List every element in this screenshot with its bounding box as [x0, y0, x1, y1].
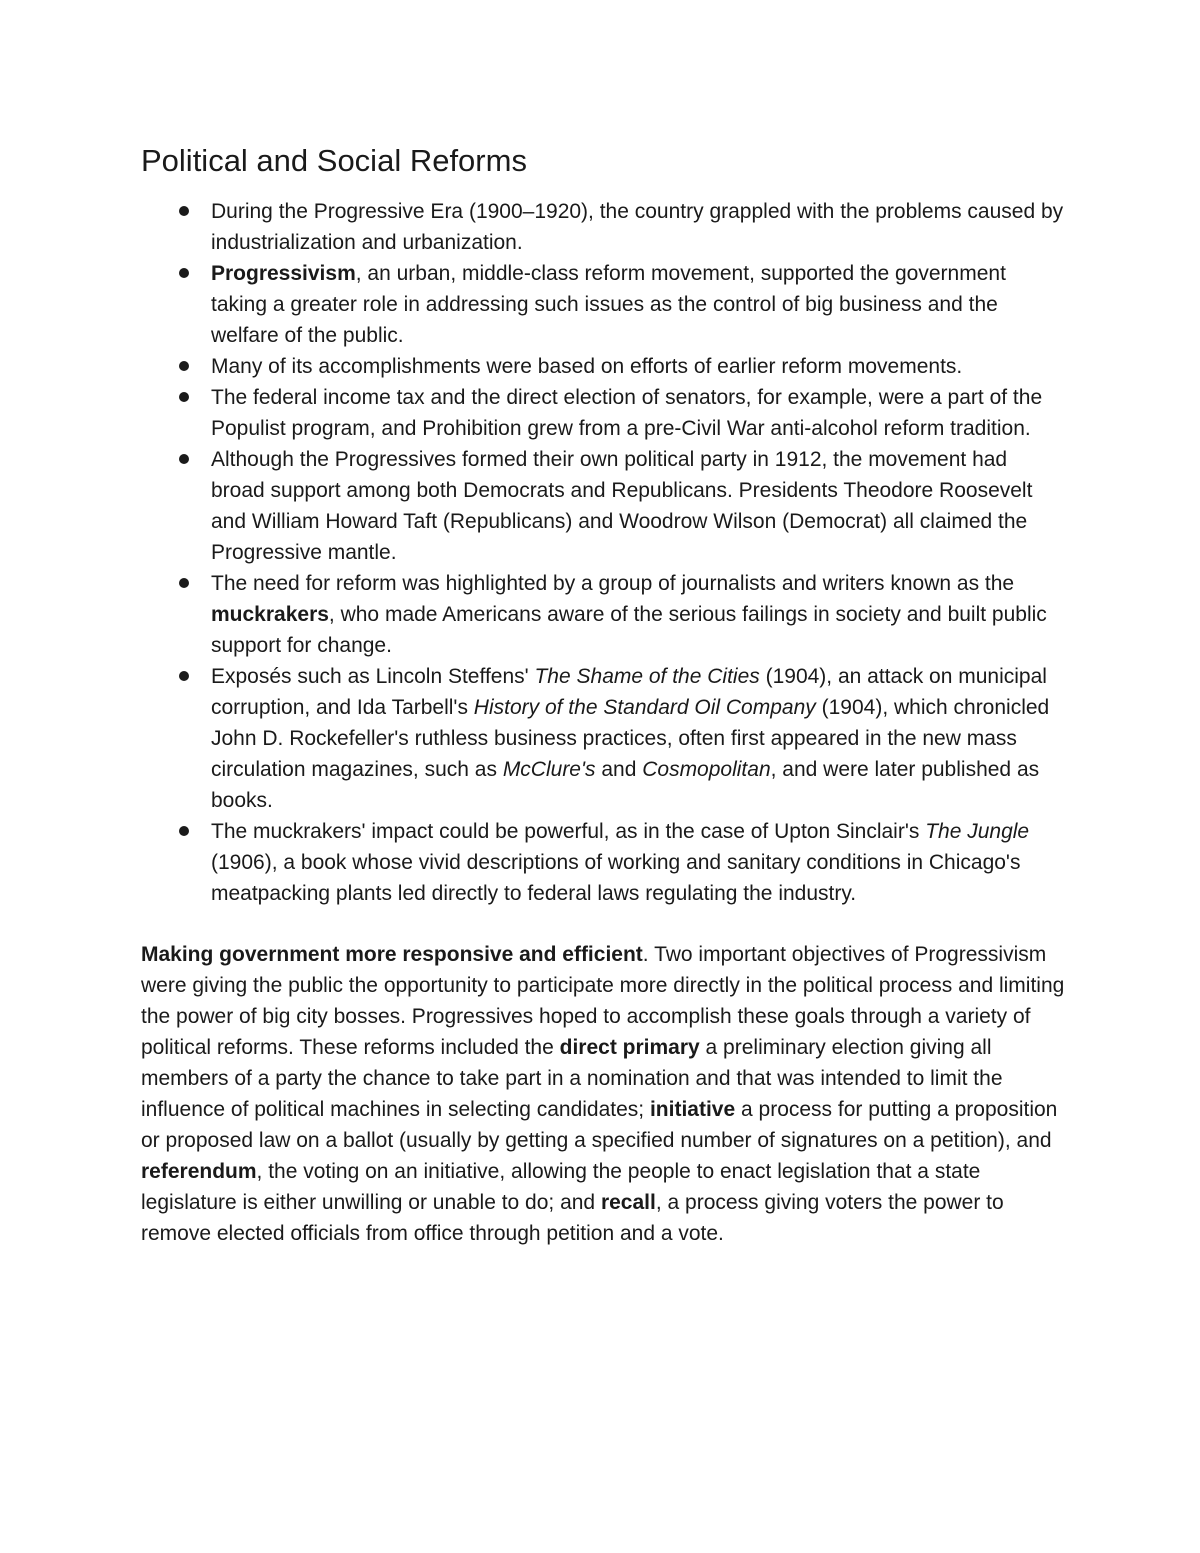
text-run: , and were later published as books.: [211, 758, 1040, 812]
italic-title: History of the Standard Oil Company: [473, 696, 816, 719]
bullet-item: [141, 816, 1066, 909]
bold-term: referendum: [141, 1160, 257, 1183]
text-run: Many of its accomplishments were based on efforts of earlier reform movements.: [211, 355, 963, 378]
text-run: During the Progressive Era (1900–1920), the country grappled with the problems caused by industrialization and urbanization.: [211, 200, 1064, 254]
bold-term: muckrakers: [211, 603, 329, 626]
text-run: , a process giving voters the power to remove elected officials from office through petition and a vote.: [141, 1191, 1004, 1245]
bullet-item: [141, 351, 1066, 382]
text-run: Although the Progressives formed their own political party in 1912, the movement had broad support among both Democrats and Republicans. Presidents Theodore Roosevelt and William Howard Taft (Republicans) and Woodrow Wilson (Democrat) all claimed the Progressive mantle.: [211, 448, 1033, 564]
bold-term: recall: [600, 1191, 656, 1214]
bullet-dot-icon: [179, 578, 189, 588]
text-run: The federal income tax and the direct election of senators, for example, were a part of the Populist program, and Prohibition grew from a pre-Civil War anti-alcohol reform tradition.: [211, 386, 1043, 440]
bold-term: initiative: [649, 1098, 736, 1121]
bullet-item: [141, 196, 1066, 258]
bullet-dot-icon: [179, 671, 189, 681]
italic-title: The Jungle: [925, 820, 1030, 843]
bullet-item: [141, 382, 1066, 444]
text-run: (1906), a book whose vivid descriptions of working and sanitary conditions in Chicago's meatpacking plants led directly to federal laws regulating the industry.: [211, 851, 1021, 905]
text-run: . Two important objectives of Progressivism were giving the public the opportunity to participate more directly in the political process and limiting the power of big city bosses. Progressives hoped to accomplish these goals through a variety of political reforms. These reforms included the: [141, 943, 1065, 1059]
text-run: , an urban, middle-class reform movement, supported the government taking a greater role in addressing such issues as the control of big business and the welfare of the public.: [211, 262, 1006, 347]
bullet-item: [141, 661, 1066, 816]
text-run: a process for putting a proposition or proposed law on a ballot (usually by getting a specified number of signatures on a petition), and: [141, 1098, 1058, 1152]
text-run: (1904), which chronicled John D. Rockefeller's ruthless business practices, often first appeared in the new mass circulation magazines, such as: [211, 696, 1050, 781]
bold-term: Making government more responsive and efficient: [141, 943, 643, 966]
bullet-list: [141, 196, 1066, 909]
bullet-dot-icon: [179, 826, 189, 836]
italic-title: McClure's: [502, 758, 596, 781]
bold-term: direct primary: [559, 1036, 700, 1059]
text-run: The need for reform was highlighted by a group of journalists and writers known as the: [211, 572, 1015, 595]
bold-term: Progressivism: [211, 262, 356, 285]
italic-title: Cosmopolitan: [642, 758, 771, 781]
document-page: [141, 140, 1066, 1270]
text-run: , who made Americans aware of the serious failings in society and built public support for change.: [211, 603, 1047, 657]
text-run: , the voting on an initiative, allowing the people to enact legislation that a state legislature is either unwilling or unable to do; and: [141, 1160, 981, 1214]
bullet-item: [141, 568, 1066, 661]
text-run: Exposés such as Lincoln Steffens': [211, 665, 535, 688]
bullet-dot-icon: [179, 392, 189, 402]
page-title: Political and Social Reforms: [141, 143, 527, 178]
italic-title: The Shame of the Cities: [534, 665, 760, 688]
body-paragraph: [141, 939, 1066, 1249]
bullet-item: [141, 258, 1066, 351]
bullet-dot-icon: [179, 206, 189, 216]
bullet-dot-icon: [179, 268, 189, 278]
text-run: and: [595, 758, 643, 781]
bullet-dot-icon: [179, 361, 189, 371]
text-run: (1904), an attack on municipal corruption, and Ida Tarbell's: [211, 665, 1047, 719]
bullet-item: [141, 444, 1066, 568]
text-run: The muckrakers' impact could be powerful, as in the case of Upton Sinclair's: [211, 820, 926, 843]
text-run: a preliminary election giving all members of a party the chance to take part in a nomination and that was intended to limit the influence of political machines in selecting candidates;: [141, 1036, 1003, 1121]
bullet-dot-icon: [179, 454, 189, 464]
